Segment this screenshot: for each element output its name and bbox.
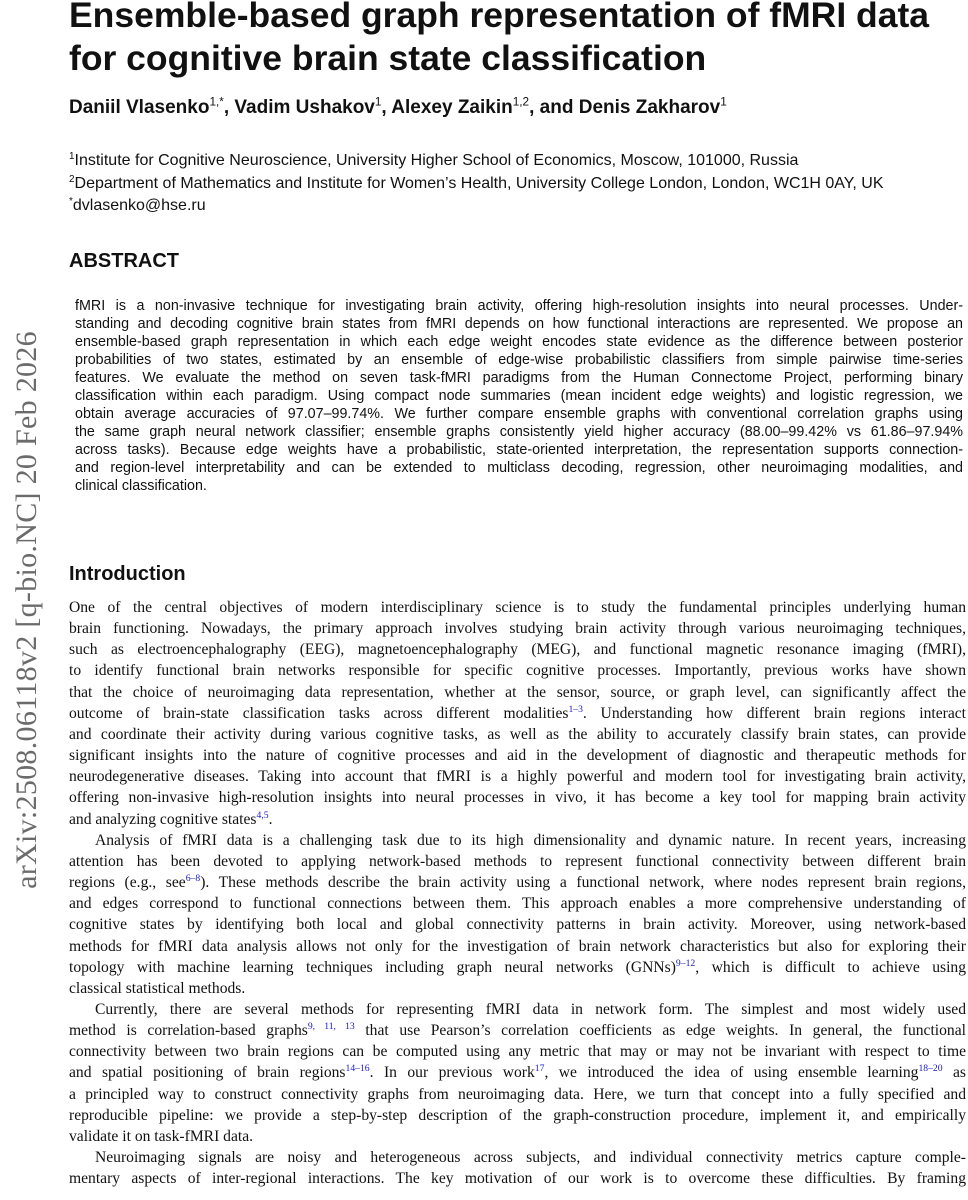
text-run: Neuroimaging signals are noisy and heterogeneous across subjects, and individual connectivity metrics capture comple- bbox=[95, 1149, 966, 1167]
corresponding-email: dvlasenko@hse.ru bbox=[72, 197, 206, 214]
abstract-line: classification within each paradigm. Using compact node summaries (mean incident edge weights) and logistic regression, we bbox=[75, 387, 963, 404]
author-name: Vadim Ushakov bbox=[234, 97, 375, 118]
affiliation-mark: * bbox=[69, 195, 73, 207]
text-run: methods for fMRI data analysis allows not only for the investigation of brain network characteristics but also for exploring their bbox=[69, 937, 966, 955]
text-run: . Understanding how different brain regions interact bbox=[582, 704, 966, 722]
text-run: ). These methods describe the brain activity using a functional network, where nodes represent brain regions, bbox=[200, 874, 966, 892]
body-line bbox=[69, 999, 966, 1020]
title-line: for cognitive brain state classification bbox=[69, 38, 707, 78]
body-line bbox=[69, 1126, 966, 1147]
body-line bbox=[69, 1084, 966, 1105]
body-line bbox=[69, 660, 966, 681]
affiliation-line bbox=[69, 150, 884, 173]
abstract-line: the same graph neural network classifier; ensemble graphs consistently yield higher accuracy (88.00–99.42% vs 61.86–97.94% bbox=[75, 423, 963, 440]
text-run: outcome of brain-state classification tasks across different modalities bbox=[69, 704, 569, 722]
citation-link[interactable]: 9–12 bbox=[675, 957, 696, 969]
citation-link[interactable]: 18–20 bbox=[918, 1063, 943, 1075]
text-run: and analyzing cognitive states bbox=[69, 810, 257, 828]
author-list bbox=[69, 97, 727, 119]
abstract-line: probabilities of two states, estimated by an ensemble of edge-wise probabilistic classifiers from simple pairwise time-series bbox=[75, 351, 963, 368]
body-line bbox=[69, 597, 966, 618]
paragraph bbox=[69, 597, 966, 830]
abstract-line: across tasks). Because edge weights have a probabilistic, state-oriented interpretation, the representation supports connection- bbox=[75, 441, 963, 458]
citation-link[interactable]: 9, 11, 13 bbox=[307, 1021, 355, 1033]
text-run: that the choice of neuroimaging data representation, whether at the sensor, source, or graph level, can significantly affect the bbox=[69, 683, 966, 701]
body-line bbox=[69, 1062, 966, 1083]
body-line bbox=[69, 978, 966, 999]
body-line bbox=[69, 936, 966, 957]
text-run: neurodegenerative diseases. Taking into account that fMRI is a highly powerful and modern tool for investigating brain activity, bbox=[69, 768, 966, 786]
text-run: Analysis of fMRI data is a challenging task due to its high dimensionality and dynamic nature. In recent years, increasing bbox=[95, 831, 966, 849]
citation-link[interactable]: 6–8 bbox=[185, 873, 201, 885]
paragraph bbox=[69, 1147, 966, 1189]
body-line bbox=[69, 1041, 966, 1062]
citation-link[interactable]: 1–3 bbox=[568, 703, 583, 715]
text-run: Currently, there are several methods for representing fMRI data in network form. The simplest and most widely used bbox=[95, 1000, 966, 1018]
text-run: cognitive states by identifying both local and global connectivity patterns in brain activity. Moreover, using network-based bbox=[69, 916, 966, 934]
text-run: as bbox=[942, 1064, 966, 1082]
body-line bbox=[69, 914, 966, 935]
body-line bbox=[69, 724, 966, 745]
body-line bbox=[69, 1147, 966, 1168]
text-run: . bbox=[268, 810, 273, 828]
body-line bbox=[69, 787, 966, 808]
text-run: and edges correspond to functional connections between them. This approach enables a more comprehensive understanding of bbox=[69, 895, 966, 913]
body-line bbox=[69, 703, 966, 724]
body-line bbox=[69, 682, 966, 703]
affiliation-text: Institute for Cognitive Neuroscience, University Higher School of Economics, Moscow, 101000, Russia bbox=[74, 152, 799, 169]
abstract-heading: ABSTRACT bbox=[69, 250, 179, 272]
author-separator: , bbox=[223, 97, 235, 118]
body-line bbox=[69, 872, 966, 893]
citation-link[interactable]: 17 bbox=[534, 1063, 545, 1075]
text-run: and spatial positioning of brain regions bbox=[69, 1064, 346, 1082]
title-line: Ensemble-based graph representation of fMRI data bbox=[69, 0, 930, 35]
body-line bbox=[69, 1168, 966, 1189]
text-run: classical statistical methods. bbox=[69, 979, 246, 997]
body-line bbox=[69, 1105, 966, 1126]
body-line bbox=[69, 745, 966, 766]
citation-link[interactable]: 4,5 bbox=[256, 809, 269, 821]
body-line bbox=[69, 809, 966, 830]
affiliation-text: Department of Mathematics and Institute for Women’s Health, University College London, London, WC1H 0AY, UK bbox=[74, 174, 884, 192]
author-name: Denis Zakharov bbox=[578, 97, 721, 118]
author-separator: , and bbox=[529, 97, 579, 118]
text-run: significant insights into the nature of cognitive processes and aid in the development of diagnostic and therapeutic methods for bbox=[69, 747, 966, 765]
introduction-body bbox=[69, 597, 966, 1189]
text-run: , we introduced the idea of using ensemble learning bbox=[544, 1064, 919, 1082]
abstract-line: ensemble-based graph representation in which each edge weight encodes state evidence as the difference between posterior bbox=[75, 333, 963, 350]
abstract-line: clinical classification. bbox=[75, 477, 207, 494]
author-affiliation-mark: 1 bbox=[374, 95, 382, 109]
text-run: and coordinate their activity during various cognitive tasks, as well as the ability to accurately classify brain states, can provide bbox=[69, 725, 966, 743]
abstract-body bbox=[75, 298, 963, 495]
text-run: mentary aspects of inter-regional interactions. The key motivation of our work is to overcome these difficulties. By framing bbox=[69, 1170, 966, 1188]
body-line bbox=[69, 893, 966, 914]
text-run: connectivity between two brain regions can be computed using any metric that may or may not be invariant with respect to time bbox=[69, 1043, 966, 1061]
affiliation-line bbox=[69, 173, 884, 196]
paper-title bbox=[69, 0, 959, 80]
text-run: , which is difficult to achieve using bbox=[695, 958, 967, 976]
affiliation-mark: 1 bbox=[69, 150, 75, 162]
text-run: validate it on task-fMRI data. bbox=[69, 1127, 254, 1145]
text-run: attention has been devoted to applying network-based methods to represent functional connectivity between different brain bbox=[69, 852, 966, 870]
affiliation-mark: 2 bbox=[69, 173, 75, 185]
author-affiliation-mark: 1,2 bbox=[512, 95, 530, 109]
body-line bbox=[69, 639, 966, 660]
author-separator: , bbox=[381, 97, 392, 118]
text-run: regions (e.g., see bbox=[69, 874, 186, 892]
body-line bbox=[69, 766, 966, 787]
abstract-line: obtain average accuracies of 97.07–99.74%. We further compare ensemble graphs with conventional correlation graphs using bbox=[75, 405, 963, 422]
text-run: a principled way to construct connectivity graphs from neuroimaging data. Here, we turn that concept into a fully specified and bbox=[69, 1085, 966, 1103]
text-run: offering non-invasive high-resolution insights into neural processes in vivo, it has become a key tool for mapping brain activity bbox=[69, 789, 966, 807]
text-run: reproducible pipeline: we provide a step-by-step description of the graph-construction procedure, implement it, and empirically bbox=[69, 1106, 966, 1124]
author-affiliation-mark: 1 bbox=[720, 95, 727, 109]
affiliations bbox=[69, 150, 884, 218]
text-run: brain functioning. Nowadays, the primary approach involves studying brain activity through various neuroimaging techniques, bbox=[69, 620, 966, 638]
arxiv-identifier: arXiv:2508.06118v2 [q-bio.NC] 20 Feb 2026 bbox=[10, 331, 43, 889]
text-run: topology with machine learning techniques including graph neural networks (GNNs) bbox=[69, 958, 676, 976]
text-run: such as electroencephalography (EEG), magnetoencephalography (MEG), and functional magnetic resonance imaging (fMRI), bbox=[69, 641, 966, 659]
abstract-line: features. We evaluate the method on seven task-fMRI paradigms from the Human Connectome Project, performing binary bbox=[75, 369, 963, 386]
paragraph bbox=[69, 830, 966, 999]
author-name: Daniil Vlasenko bbox=[69, 97, 210, 118]
affiliation-line bbox=[69, 195, 884, 218]
author-affiliation-mark: 1,* bbox=[209, 95, 224, 109]
body-line bbox=[69, 1020, 966, 1041]
body-line bbox=[69, 830, 966, 851]
text-run: . In our previous work bbox=[369, 1064, 535, 1082]
body-line bbox=[69, 618, 966, 639]
text-run: One of the central objectives of modern interdisciplinary science is to study the fundamental principles underlying human bbox=[69, 599, 966, 616]
author-name: Alexey Zaikin bbox=[391, 97, 513, 118]
text-run: that use Pearson’s correlation coefficients as edge weights. In general, the functional bbox=[354, 1022, 966, 1040]
abstract-line: fMRI is a non-invasive technique for investigating brain activity, offering high-resolution insights into neural processes. Under- bbox=[75, 298, 963, 314]
paragraph bbox=[69, 999, 966, 1147]
abstract-line: and region-level interpretability and can be extended to multiclass decoding, regression, other neuroimaging modalities, and bbox=[75, 459, 963, 476]
text-run: to identify functional brain networks responsible for specific cognitive processes. Importantly, previous works have shown bbox=[69, 662, 966, 680]
citation-link[interactable]: 14–16 bbox=[345, 1063, 370, 1075]
body-line bbox=[69, 957, 966, 978]
introduction-heading: Introduction bbox=[69, 563, 186, 585]
abstract-line: standing and decoding cognitive brain states from fMRI depends on how functional interactions are represented. We propose an bbox=[75, 315, 963, 332]
text-run: method is correlation-based graphs bbox=[69, 1022, 308, 1040]
body-line bbox=[69, 851, 966, 872]
